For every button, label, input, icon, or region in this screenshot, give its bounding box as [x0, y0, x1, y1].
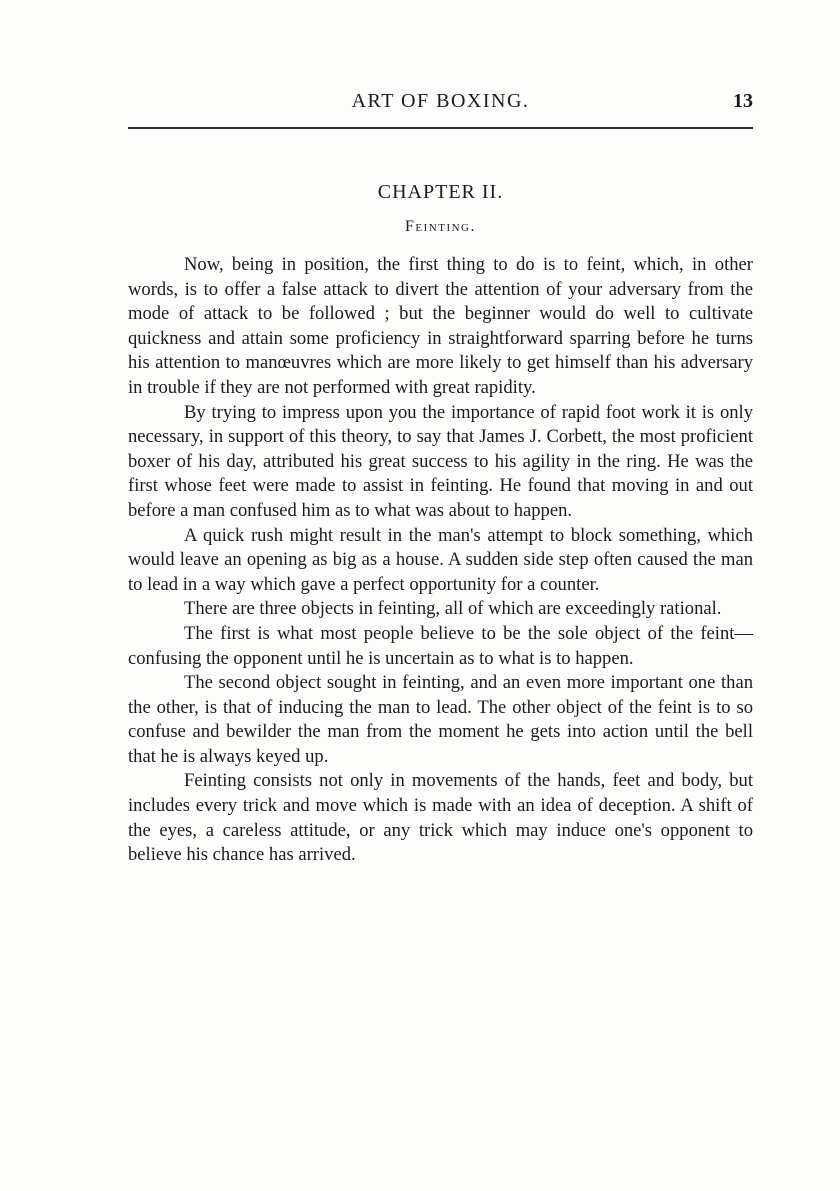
paragraph: The second object sought in feinting, and an even more important one than the other, is that of inducing the man to lead. The other object of the feint is to so confuse and bewilder the man from the moment he gets into action until the bell that he is always keyed up. [128, 672, 753, 767]
paragraph: There are three objects in feinting, all of which are exceedingly rational. [184, 598, 722, 620]
chapter-heading: CHAPTER II. [377, 181, 504, 203]
body-text [128, 253, 753, 868]
running-title: ART OF BOXING. [351, 90, 530, 112]
paragraph: Feinting consists not only in movements of the hands, feet and body, but includes every trick and move which is made with an idea of deception. A shift of the eyes, a careless attitude, or any trick which may induce one's opponent to believe his chance has arrived. [128, 770, 753, 866]
paragraph: A quick rush might result in the man's attempt to block something, which would leave an opening as big as a house. A sudden side step often caused the man to lead in a way which gave a perfect opportunity for a counter. [128, 524, 753, 595]
running-head [128, 90, 753, 120]
paragraph: The first is what most people believe to be the sole object of the feint—confusing the opponent until he is uncertain as to what is to happen. [128, 622, 753, 669]
header-rule [128, 127, 753, 129]
paragraph: Now, being in position, the first thing to do is to feint, which, in other words, is to offer a false attack to divert the attention of your adversary from the mode of attack to be followed ; but the beginner would do well to cultivate quickness and attain some proficiency in straightforward sparring before he turns his attention to manœuvres which are more likely to get himself than his adversary in trouble if they are not performed with great rapidity. [128, 254, 753, 398]
paragraph: By trying to impress upon you the importance of rapid foot work it is only necessary, in support of this theory, to say that James J. Corbett, the most proficient boxer of his day, attributed his great success to his agility in the ring. He was the first whose feet were made to assist in feinting. He found that moving in and out before a man confused him as to what was about to happen. [128, 401, 753, 521]
page-number: 13 [733, 90, 753, 112]
chapter-subtitle: Feinting. [405, 218, 476, 235]
